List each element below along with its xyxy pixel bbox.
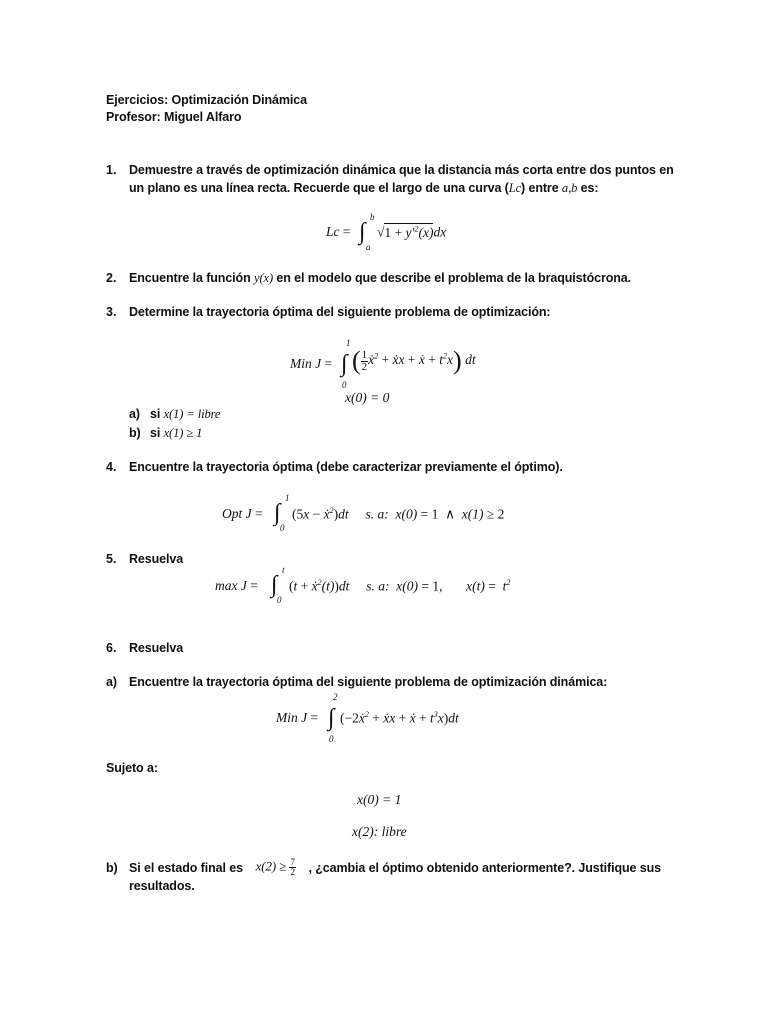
problem-6-objective-equation: Min J = 2 ∫ 0 (−2ẋ$^2$ + ẋx + ẋ + $t^3x)dt$: [276, 692, 459, 744]
problem-6-initial-condition: x(0) = 1: [357, 792, 402, 807]
problem-6-number: 6.: [106, 641, 117, 655]
problem-6-text: Resuelva: [129, 641, 184, 655]
problem-6-final-condition: x(2): libre: [352, 824, 407, 839]
problem-5-number: 5.: [106, 552, 117, 566]
professor-name: Profesor: Miguel Alfaro: [106, 110, 242, 124]
problem-1-line2: un plano es una línea recta. Recuerde que el largo de una curva (Lc) entre a,b es:: [129, 181, 599, 195]
problem-6-a-label: a): [106, 675, 117, 689]
arc-length-equation: Lc = ∫ b a $√1 + y'^2(x)dx$: [326, 212, 447, 252]
problem-5-text: Resuelva: [129, 552, 184, 566]
problem-5-equation: max J = ∫ t 0 (t + ẋ$^2$(t))dt s. a: x(0) = 1, $x(t) = t^2$: [215, 565, 511, 605]
problem-3-number: 3.: [106, 305, 117, 319]
problem-3-a-label: a): [129, 407, 140, 421]
problem-1-line1: Demuestre a través de optimización dinámica que la distancia más corta entre dos puntos en: [129, 163, 674, 177]
problem-6-subject-to: Sujeto a:: [106, 761, 158, 775]
problem-6-a-text: Encuentre la trayectoria óptima del siguiente problema de optimización dinámica:: [129, 675, 608, 689]
problem-3-b-text: si x(1) ≥ 1: [150, 426, 203, 440]
problem-3-text: Determine la trayectoria óptima del siguiente problema de optimización:: [129, 305, 551, 319]
problem-3-objective-equation: Min J = 1 ∫ 0 ( $\frac{1}{2}$ ẋ$^2$ + ẋx + ẋ + $t^2x$) dt: [290, 338, 476, 390]
problem-4-number: 4.: [106, 460, 117, 474]
problem-6-b-text-cont: resultados.: [129, 879, 195, 893]
document-title: Ejercicios: Optimización Dinámica: [106, 93, 307, 107]
problem-3-initial-condition: x(0) = 0: [345, 390, 390, 405]
problem-3-a-text: si x(1) = libre: [150, 407, 221, 421]
problem-3-b-label: b): [129, 426, 141, 440]
problem-6-b-text: Si el estado final es x(2) ≥ $\frac{7}{2}$ , ¿cambia el óptimo obtenido anteriormente?. Justifique sus: [129, 857, 661, 877]
problem-2-number: 2.: [106, 271, 117, 285]
problem-2-text: Encuentre la función y(x) en el modelo que describe el problema de la braquistócrona.: [129, 271, 632, 285]
problem-4-text: Encuentre la trayectoria óptima (debe caracterizar previamente el óptimo).: [129, 460, 563, 474]
problem-4-equation: Opt J = ∫ 1 0 (5x − ẋ$^2$)dt s. a: x(0) = 1 ∧ x(1) ≥ 2: [222, 493, 505, 533]
problem-1-number: 1.: [106, 163, 117, 177]
problem-6-b-label: b): [106, 861, 118, 875]
